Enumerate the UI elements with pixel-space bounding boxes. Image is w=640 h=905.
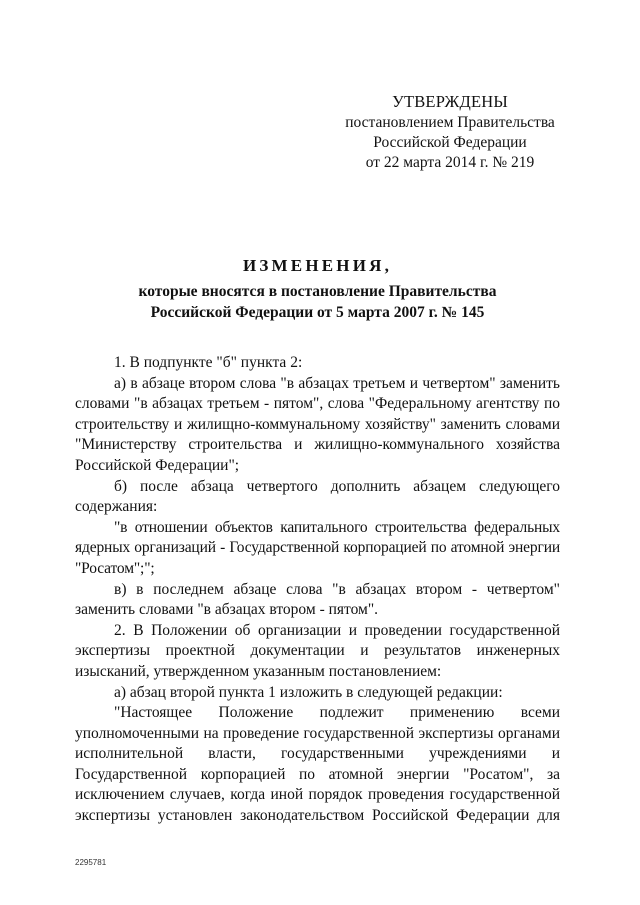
approval-line-3: от 22 марта 2014 г. № 219 bbox=[365, 154, 535, 171]
paragraph-4: "в отношении объектов капитального строительства федеральных ядерных организаций - Государственной корпорацией по атомной энергии "Росатом";"; bbox=[75, 518, 560, 577]
document-subtitle-line-1: которые вносятся в постановление Правительства bbox=[138, 283, 497, 300]
document-body bbox=[75, 353, 560, 827]
approval-line-2: Российской Федерации bbox=[373, 134, 527, 151]
document-title: ИЗМЕНЕНИЯ, bbox=[242, 256, 393, 275]
paragraph-6: 2. В Положении об организации и проведении государственной экспертизы проектной документации и результатов инженерных изысканий, утвержденном указанным постановлением: bbox=[75, 621, 560, 680]
paragraph-7: а) абзац второй пункта 1 изложить в следующей редакции: bbox=[114, 683, 503, 701]
paragraph-2: а) в абзаце втором слова "в абзацах третьем и четвертом" заменить словами "в абзацах третьем - пятом", слова "Федеральному агентству по строительству и жилищно-коммунальному хозяйству" заменить словами "Министерству строительства и жилищно-коммунального хозяйства Российской Федерации"; bbox=[75, 374, 560, 474]
paragraph-8: "Настоящее Положение подлежит применению всеми уполномоченными на проведение государственной экспертизы органами исполнительной власти, государственными учреждениями и Государственной корпорацией по атомной энергии "Росатом", за исключением случаев, когда иной порядок проведения государственной экспертизы установлен законодательством Российской Федерации для bbox=[75, 704, 560, 825]
approval-title: УТВЕРЖДЕНЫ bbox=[392, 92, 508, 111]
document-subtitle-line-2: Российской Федерации от 5 марта 2007 г. № 145 bbox=[150, 304, 485, 321]
document-code: 2295781 bbox=[75, 858, 107, 867]
approval-line-1: постановлением Правительства bbox=[345, 114, 555, 131]
paragraph-3: б) после абзаца четвертого дополнить абзацем следующего содержания: bbox=[75, 477, 560, 516]
paragraph-1: 1. В подпункте "б" пункта 2: bbox=[114, 354, 303, 371]
document-subtitle bbox=[75, 281, 560, 323]
paragraph-5: в) в последнем абзаце слова "в абзацах втором - четвертом" заменить словами "в абзацах втором - пятом". bbox=[75, 580, 560, 619]
approval-block bbox=[330, 92, 570, 173]
